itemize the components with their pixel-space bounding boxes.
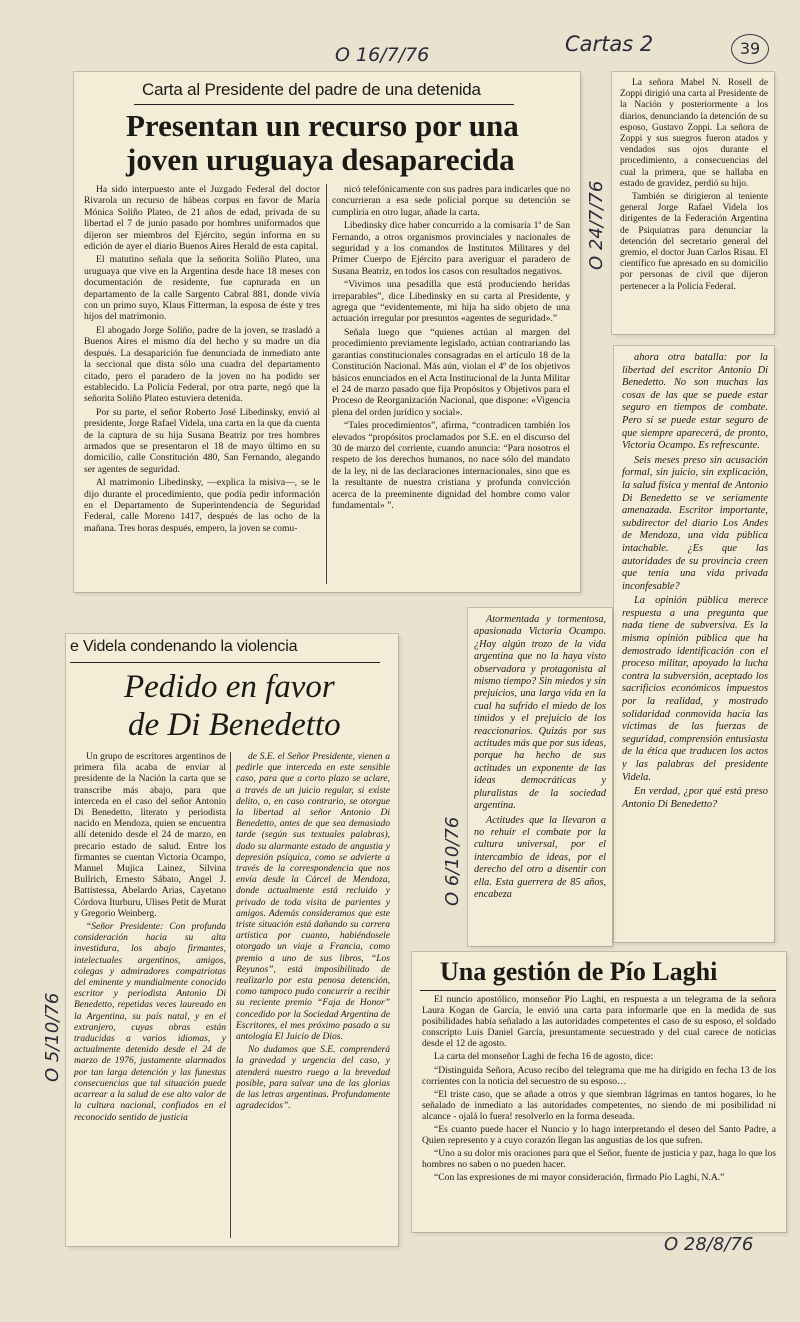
clip1-col2-p2: Libedinsky dice haber concurrido a la comisaría 1ª de San Fernando, a otros organismos provinciales y nacionales de seguridad y a los comandos de Institutos Militares y del Primer Cuerpo de Ejército para averiguar el paradero de Susana Beatriz, en todos los casos con resultados negativos. [332, 220, 570, 277]
clip5-body [622, 352, 768, 938]
clip6-p1: El nuncio apostólico, monseñor Pío Laghi, en respuesta a un telegrama de la señora Laura Kogan de García, le envió una carta para informarle que en la medida de sus posibilidades había señalado a las autoridades competentes el caso de su esposo, el soldado conscripto Luis Daniel García, presuntamente secuestrado y del cual carece de noticias desde el 12 de agosto. [422, 994, 776, 1050]
clip-di-benedetto [66, 634, 398, 1246]
clip6-p7: “Con las expresiones de mi mayor consideración, firmado Pío Laghi, N.A.” [434, 1172, 725, 1184]
clip6-p4: “El triste caso, que se añade a otros y que siembran lágrimas en tantos hogares, lo he señalado de inmediato a las autoridades competentes, no siendo de mi posibilidad ni alcance - ojalá lo fuera! resolverlo en la forma deseada. [422, 1088, 776, 1122]
top-date-annotation: O 16/7/76 [335, 44, 430, 66]
page-number-circle [731, 34, 769, 64]
clip6-p5: “Es cuanto puede hacer el Nuncio y lo hago interpretando el deseo del Santo Padre, a Quien represento y a cuyo corazón llegan las angustias de los que sufren. [422, 1124, 776, 1147]
side-date-2-annotation: O 5/10/76 [42, 992, 63, 1082]
clip3-col2-p1: de S.E. el Señor Presidente, vienen a pedirle que interceda en este sensible caso, para que a corto plazo se aclare, a través de un juicio regular, si existe delito, o, en caso contrario, se otorgue la libertad al señor Antonio Di Benedetto, antes de que sea demasiado tarde (según sus textuales palabras), dado su alarmante estado de angustia y depresión psíquica, como se advierte a través de la correspondencia que nos envía desde la Cárcel de Mendoza, donde actualmente está recluido y privado de toda visita de parientes y amigos. Además consideramos que este triste situación está dañando su carrera artística por cuanto, habiéndosele otorgado un viaje a Francia, como premio a uno de sus libros, “Los Reyunos”, está imposibilitado de realizarlo por esta penosa detención, como tampoco pudo concurrir a recibir su reciente premio “Faja de Honor” concedido por la Sociedad Argentina de Escritores, el mes próximo pasado a su antología El Juicio de Dios. [236, 752, 390, 1043]
clip2-body [620, 78, 768, 330]
clip6-headline: Una gestión de Pío Laghi [440, 957, 718, 986]
clip4-p2: Actitudes que la llevaron a no rehuir el combate por la cultura universal, por el intercambio de ideas, por el derecho del otro a disentir con ella. Esta guerrera de 85 años, encabeza [474, 814, 606, 900]
clip1-col2-p4: Señala luego que “quienes actúan al margen del procedimiento previamente legislado, actúan contrariando las garantías constitucionales consagradas en el artículo 18 de la Constitución Nacional. Más aún, violan el 4º de los objetivos básicos enunciados en el Acta Institucional de la Junta Militar el 24 de marzo pasado que fija Propósitos y Objetivos para el Proceso de Reorganización Nacional, que dispone: «Vigencia plena del orden jurídico y social». [332, 326, 570, 418]
clip3-headline-2: de Di Benedetto [128, 707, 341, 743]
clip1-col1-p4: Por su parte, el señor Roberto José Libedinsky, envió al presidente, Jorge Rafael Videla, una carta en la que da cuenta de la captura de su hija Susana Beatriz por tres hombres armados que se presentaron el 18 de mayo último en su domicilio, calle Constitución 480, San Fernando, alegando ser agentes de seguridad. [84, 406, 320, 475]
clip3-kicker-rule [70, 662, 380, 663]
clip5-p3: La opinión pública merece respuesta a una pregunta que nada tiene de subversiva. Es la misma opinión pública que ha demostrado identificación con el proceso militar, apoyado la lucha contra la subversión, aceptado los sacrificios económicos impuestos por la realidad, y mostrado solidaridad conmovida hacia las víctimas de las fuerzas de seguridad, comprensión entusiasta de la ética que traducen los actos y las palabras del presidente Videla. [622, 595, 768, 783]
clip1-col1-p5: Al matrimonio Libedinsky, —explica la misiva—, se le dijo durante el procedimiento, que podía pedir información en el Departamento de Superintendencia de Seguridad Federal, calle Moreno 1417, después de las ocho de la mañana. Tres horas después, empero, la joven se comu- [84, 477, 320, 534]
clip5-p4: En verdad, ¿por qué está preso Antonio Di Benedetto? [622, 786, 768, 810]
clip3-kicker: e Videla condenando la violencia [70, 638, 298, 655]
clip1-headline-2: joven uruguaya desaparecida [126, 142, 515, 177]
clip3-col1 [74, 752, 226, 1240]
side-date-3-annotation: O 6/10/76 [442, 816, 463, 906]
clip1-col1-p3: El abogado Jorge Soliño, padre de la joven, se trasladó a Buenos Aires el mismo día del hecho y su madre un día después. La desaparición fue denunciada de inmediato ante la seccional que dista sólo una cuadra del departamento citado, pero el paradero de la joven no ha podido ser establecido. La Policía Federal, por otra parte, negó que la señorita Soliño Plateo estuviera detenida. [84, 324, 320, 405]
folder-label-annotation: Cartas 2 [565, 32, 654, 56]
clip1-col1-p2: El matutino señala que la señorita Soliño Plateo, una uruguaya que vive en la Argentina desde hace 18 meses con documentación de residente, fue capturada en un departamento de la calle Sargento Cabral 881, donde vivía con un primo suyo, Klaus Fitterman, la esposa de éste y tres hijos del matrimonio. [84, 254, 320, 323]
clip3-col1-p1: Un grupo de escritores argentinos de primera fila acaba de enviar al presidente de la Nación la carta que se transcribe más abajo, para que interceda en el caso del señor Antonio Di Benedetto, literato y periodista nacido en Mendoza, quien se encuentra allí detenido desde el 24 de marzo, en precario estado de salud. Entre los firmantes se cuentan Victoria Ocampo, Manuel Mujica Lainez, Silvina Bullrich, Ernesto Sábato, Angel J. Battistessa, Abelardo Arias, Cayetano Córdova Iturburu, Ulises Petit de Murat y Gregorio Weinberg. [74, 752, 226, 919]
clip5-p2: Seis meses preso sin acusación formal, sin juicio, sin explicación, la salud física y mental de Antonio Di Benedetto se ve seriamente amenazada. Escritor importante, subdirector del diario Los Andes de Mendoza, una vida pública intachable. ¿Es que las autoridades de su provincia creen que tenía una vida privada inconfesable? [622, 454, 768, 592]
clip4-p1: Atormentada y tormentosa, apasionada Victoria Ocampo. ¿Hay algún trozo de la vida argentina que no la haya visto observadora y protagonista al mismo tiempo? Sin miedos y sin prejuicios, una larga vida en la cual ha sufrido el miedo de los tímidos y el prejuicio de los reaccionarios. Quizás por sus actitudes más que por sus ideas, porque ha hecho de sus actitudes un exponente de las ideas democráticas y pluralistas de la sociedad argentina. [474, 614, 606, 812]
clip3-column-rule [230, 752, 231, 1238]
clip-pio-laghi [412, 952, 786, 1232]
bottom-date-annotation: O 28/8/76 [664, 1234, 754, 1255]
clip6-p6: “Uno a su dolor mis oraciones para que el Señor, fuente de justicia y paz, haga lo que los hombres no saben o no pueden hacer. [422, 1148, 776, 1171]
clip6-body [422, 994, 776, 1228]
clip3-col2 [236, 752, 390, 1240]
clip1-kicker-rule [134, 104, 514, 105]
clip5-p1: ahora otra batalla: por la libertad del escritor Antonio Di Benedetto. No son muchas las cosas de las que se puede estar seguro en tiempos de combate. Pero sí se puede estar seguro de que siempre aparecerá, de pronto, Victoria Ocampo. Es refrescante. [622, 352, 768, 452]
clip3-headline-1: Pedido en favor [124, 669, 335, 705]
clip1-col1 [84, 184, 320, 588]
clip-recurso-uruguaya [74, 72, 580, 592]
clip1-headline-1: Presentan un recurso por una [126, 108, 519, 143]
clip1-col2-p5: “Tales procedimientos”, afirma, “contradicen también los elevados “propósitos proclamados por S.E. en el discurso del 30 de marzo del corriente, cuando anuncia: “Para nosotros el respeto de los derechos humanos, no nace sólo del mandato de la ley, ni de las declaraciones internacionales, sino que es la resultante de nuestra cristiana y profunda convicción acerca de la preeminente dignidad del hombre como valor fundamental» ”. [332, 420, 570, 511]
clip-zoppi-risau [612, 72, 774, 334]
clip2-p2: También se dirigieron al teniente general Jorge Rafael Videla los dirigentes de la Federación Argentina de Psiquiatras para denunciar la detención del secretario general del gremio, el doctor Juan Carlos Risau. El científico fue apresado en su domicilio por personas de civil que dijeron pertenecer a la Policía Federal. [620, 192, 768, 292]
clip-victoria-ocampo [468, 608, 612, 946]
clip1-col2 [332, 184, 570, 588]
clip6-headline-rule [420, 990, 776, 991]
clip1-column-rule [326, 184, 327, 584]
clip1-col2-p1: nicó telefónicamente con sus padres para indicarles que no concurrieran a esa sede policial porque su detención se cumpliría en otro lugar, añade la carta. [332, 184, 570, 218]
clip2-p1: La señora Mabel N. Rosell de Zoppi dirigió una carta al Presidente de la Nación y posteriormente a los diarios, denunciando la detención de su esposo, Gustavo Zoppi. La señora de Zoppi y sus suegros fueron atados y vendados sus ojos durante el procedimiento, a consecuencias del cual la primera, que se hallaba en estado de gravidez, perdió su hijo. [620, 78, 768, 189]
clip1-col2-p3: “Vivimos una pesadilla que está produciendo heridas irreparables”, dice Libedinsky en su carta al Presidente, y agrega que “evidentemente, mi hija ha sido objeto de una actuación irregular por presuntos «agentes de seguridad».” [332, 279, 570, 325]
clip1-col1-p1: Ha sido interpuesto ante el Juzgado Federal del doctor Rivarola un recurso de hábeas corpus en favor de María Mónica Soliño Plateo, de 21 años de edad, privada de su libertad el 7 de junio pasado por hombres uniformados que dijeron ser miembros del Ejército, según informa en su edición de ayer el diario Buenos Aires Herald de esta capital. [84, 184, 320, 253]
clip1-kicker: Carta al Presidente del padre de una detenida [142, 80, 481, 99]
clip3-col1-p2: “Señor Presidente: Con profunda consideración hacia su alta investidura, los abajo firmantes, intelectuales argentinos, amigos, colegas y admiradores compatriotas del eminente y mundialmente conocido escritor y periodista Antonio Di Benedetto, repetidas veces laureado en la Argentina, su país natal, y en el extranjero, cuyas obras están traducidas a varios idiomas, y actualmente detenido desde el 24 de marzo de 1976, justamente alarmados por tan larga detención y las funestas consecuencias que tal situación puede acarrear a la salud de ese alto valor de la cultura nacional, confiados en el reconocido sentido de justicia [74, 922, 226, 1123]
clip3-col2-p2: No dudamos que S.E. comprenderá la gravedad y urgencia del caso, y atenderá nuestro ruego a la brevedad posible, para salvar una de las glorias de las letras argentinas. Profundamente agradecidos”. [236, 1045, 390, 1112]
clip4-body [474, 614, 606, 942]
side-date-1-annotation: O 24/7/76 [586, 180, 607, 270]
clip6-p2: La carta del monseñor Laghi de fecha 16 de agosto, dice: [434, 1051, 654, 1063]
clip-por-que-esta-preso [614, 346, 774, 942]
page-number: 39 [739, 39, 761, 58]
clip6-p3: “Distinguida Señora, Acuso recibo del telegrama que me ha dirigido en fecha 13 de los corrientes con la noticia del secuestro de su esposo… [422, 1064, 776, 1087]
